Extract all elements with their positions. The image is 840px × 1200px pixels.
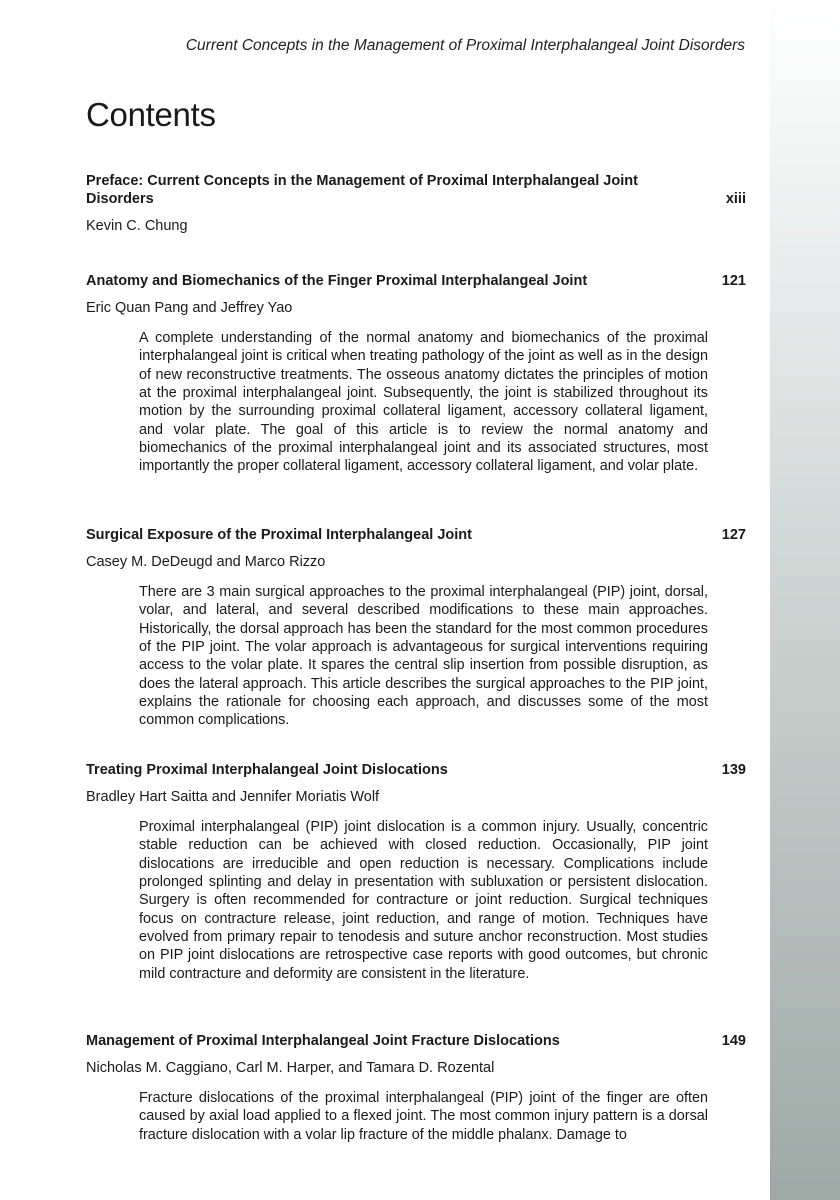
entry-abstract: A complete understanding of the normal anatomy and biomechanics of the proximal interphalangeal joint is critical when treating pathology of the joint as well as in the design of new reconstructive treatments. The osseous anatomy dictates the principles of motion at the proximal interphalangeal joint. Subsequently, the joint is stabilized throughout its motion by the surrounding proximal collateral ligament, accessory collateral ligament, and volar plate. The goal of this article is to review the normal anatomy and biomechanics of the proximal interphalangeal joint and its associated structures, most importantly the proper collateral ligament, accessory collateral ligament, and volar plate.	[139, 330, 708, 475]
entry-header	[86, 1032, 746, 1050]
entry-title[interactable]: Management of Proximal Interphalangeal Joint Fracture Dislocations	[86, 1033, 560, 1049]
entry-page-number[interactable]: 139	[721, 762, 746, 778]
entry-authors: Nicholas M. Caggiano, Carl M. Harper, and Tamara D. Rozental	[86, 1060, 495, 1076]
entry-header	[86, 526, 746, 544]
entry-abstract: Proximal interphalangeal (PIP) joint dislocation is a common injury. Usually, concentric stable reduction can be achieved with closed reduction. Occasionally, PIP joint dislocations are irreducible and open reduction is necessary. Complications include prolonged splinting and delay in presentation with subluxation or persistent dislocation. Surgery is often recommended for contracture or joint reduction. Surgical techniques focus on contracture release, joint reduction, and range of motion. Techniques have evolved from primary repair to tenodesis and suture anchor reconstruction. Most studies on PIP joint dislocations are retrospective case reports with good outcomes, but chronic mild contracture and deformity are consistent in the literature.	[139, 819, 708, 982]
entry-page-number[interactable]: 121	[721, 273, 746, 289]
running-head: Current Concepts in the Management of Proximal Interphalangeal Joint Disorders	[185, 37, 745, 54]
entry-header	[86, 272, 746, 290]
entry-title[interactable]: Anatomy and Biomechanics of the Finger Proximal Interphalangeal Joint	[86, 273, 588, 289]
toc-entry-preface[interactable]	[86, 172, 746, 235]
page-title: Contents	[86, 96, 216, 133]
entry-title[interactable]: Preface: Current Concepts in the Management of Proximal Interphalangeal Joint Disorders	[86, 173, 638, 207]
entry-abstract: Fracture dislocations of the proximal interphalangeal (PIP) joint of the finger are often caused by axial load applied to a flexed joint. The most common injury pattern is a dorsal fracture dislocation with a volar lip fracture of the middle phalanx. Damage to	[139, 1090, 708, 1143]
decorative-side-bar	[770, 0, 840, 1200]
toc-entry-anatomy-biomechanics[interactable]	[86, 272, 746, 476]
entry-page-number[interactable]: xiii	[725, 191, 746, 207]
entry-header	[86, 172, 746, 208]
entry-abstract: There are 3 main surgical approaches to the proximal interphalangeal (PIP) joint, dorsal, volar, and lateral, and several described modifications to these main approaches. Historically, the dorsal approach has been the standard for the most common procedures of the PIP joint. The volar approach is advantageous for surgical interventions requiring access to the volar plate. It spares the central slip insertion from possible disruption, as does the lateral approach. This article describes the surgical approaches to the PIP joint, explains the rationale for choosing each approach, and discusses some of the most common complications.	[139, 584, 708, 729]
toc-entry-surgical-exposure[interactable]	[86, 526, 746, 730]
toc-entry-dislocations[interactable]	[86, 761, 746, 983]
entry-title[interactable]: Treating Proximal Interphalangeal Joint Dislocations	[86, 762, 448, 778]
entry-authors: Kevin C. Chung	[86, 218, 188, 234]
entry-authors: Casey M. DeDeugd and Marco Rizzo	[86, 554, 326, 570]
entry-authors: Bradley Hart Saitta and Jennifer Moriatis Wolf	[86, 789, 380, 805]
entry-header	[86, 761, 746, 779]
entry-authors: Eric Quan Pang and Jeffrey Yao	[86, 300, 293, 316]
entry-page-number[interactable]: 127	[721, 527, 746, 543]
toc-entry-fracture-dislocations[interactable]	[86, 1032, 746, 1144]
entry-page-number[interactable]: 149	[721, 1033, 746, 1049]
entry-title[interactable]: Surgical Exposure of the Proximal Interphalangeal Joint	[86, 527, 472, 543]
